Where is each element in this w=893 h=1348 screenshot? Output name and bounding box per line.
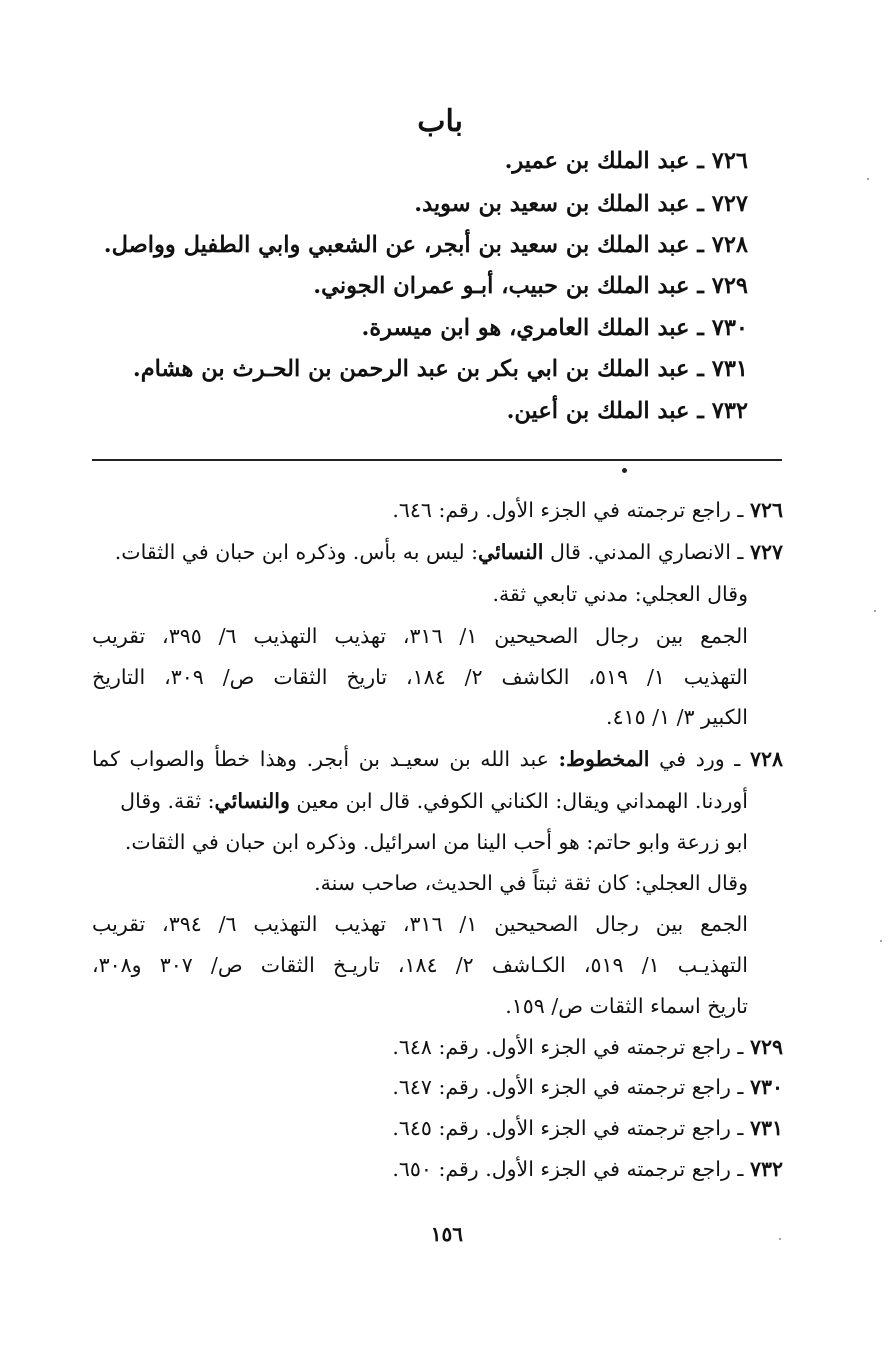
footnote-text: ـ راجع ترجمته في الجزء الأول. رقم: ٦٥٠.	[392, 1157, 744, 1181]
cited-name: والنسائي	[214, 789, 290, 813]
page-number: ١٥٦	[430, 1222, 463, 1246]
footnote-number: ٧٢٨	[749, 747, 783, 771]
footnote-727	[115, 535, 783, 569]
cited-source: المخطوط:	[558, 747, 650, 771]
footnote-726	[392, 493, 783, 527]
footnote-728-line-4: وقال العجلي: كان ثقة ثبتاً في الحديث، صاحب سنة.	[314, 871, 748, 895]
chapter-heading: باب	[417, 104, 463, 139]
cited-name: النسائي	[478, 540, 544, 564]
footnote-728	[92, 742, 783, 776]
speck	[880, 940, 882, 942]
footnote-727-line-5: الكبير ٣/ ١/ ٤١٥.	[606, 705, 748, 729]
footnote-728-line-3: ابو زرعة وابو حاتم: هو أحب الينا من اسرائيل. وذكره ابن حبان في الثقات.	[124, 830, 748, 854]
speck	[867, 178, 869, 180]
footnote-text: ـ ورد في	[649, 747, 741, 771]
footnote-727-line-2: وقال العجلي: مدني تابعي ثقة.	[492, 582, 748, 606]
footnote-728-line-6: التهذيـب ١/ ٥١٩، الكـاشف ٢/ ١٨٤، تاريـخ الثقات ص/ ٣٠٧ و٣٠٨،	[92, 953, 748, 977]
entry-726: ٧٢٦ ـ عبد الملك بن عمير.	[504, 148, 748, 174]
footnote-727-line-3: الجمع بين رجال الصحيحين ١/ ٣١٦، تهذيب التهذيب ٦/ ٣٩٥، تقريب	[92, 624, 748, 648]
footnote-727-line-4: التهذيب ١/ ٥١٩، الكاشف ٢/ ١٨٤، تاريخ الثقات ص/ ٣٠٩، التاريخ	[92, 665, 748, 689]
footnote-731	[392, 1111, 783, 1145]
entry-731: ٧٣١ ـ عبد الملك بن ابي بكر بن عبد الرحمن بن الحـرث بن هشام.	[132, 356, 748, 382]
entry-730: ٧٣٠ ـ عبد الملك العامري، هو ابن ميسرة.	[361, 315, 748, 341]
footnote-text: ـ راجع ترجمته في الجزء الأول. رقم: ٦٤٥.	[392, 1116, 744, 1140]
footnote-text: : ليس به بأس. وذكره ابن حبان في الثقات.	[114, 540, 479, 564]
footnote-text: عبد الله بن سعيـد بن أبجر. وهذا خطأ والصواب كما	[92, 747, 559, 771]
footnote-728-line-7: تاريخ اسماء الثقات ص/ ١٥٩.	[505, 994, 748, 1018]
footnote-separator	[92, 459, 782, 461]
footnote-number: ٧٣٢	[749, 1157, 783, 1181]
entry-732: ٧٣٢ ـ عبد الملك بن أعين.	[506, 398, 748, 424]
entry-728: ٧٢٨ ـ عبد الملك بن سعيد بن أبجر، عن الشعبي وابي الطفيل وواصل.	[103, 232, 748, 258]
footnote-732	[392, 1152, 783, 1186]
footnote-number: ٧٢٩	[749, 1035, 783, 1059]
footnote-728-line-5: الجمع بين رجال الصحيحين ١/ ٣١٦، تهذيب التهذيب ٦/ ٣٩٤، تقريب	[92, 912, 748, 936]
footnote-text: ـ راجع ترجمته في الجزء الأول. رقم: ٦٤٧.	[392, 1075, 744, 1099]
entry-729: ٧٢٩ ـ عبد الملك بن حبيب، أبـو عمران الجوني.	[313, 273, 748, 299]
footnote-730	[392, 1070, 783, 1104]
entry-727: ٧٢٧ ـ عبد الملك بن سعيد بن سويد.	[414, 191, 748, 217]
footnote-text: ـ الانصاري المدني. قال	[543, 540, 744, 564]
footnote-number: ٧٣٠	[749, 1075, 783, 1099]
footnote-text: : ثقة. وقال	[120, 789, 215, 813]
speck	[874, 610, 876, 612]
footnote-729	[392, 1030, 783, 1064]
footnote-number: ٧٢٦	[749, 498, 783, 522]
speck	[779, 1238, 781, 1240]
footnote-text: ـ راجع ترجمته في الجزء الأول. رقم: ٦٤٦.	[392, 498, 744, 522]
footnote-728-line-2	[120, 784, 748, 818]
separator-dot	[622, 468, 627, 473]
footnote-number: ٧٣١	[749, 1116, 783, 1140]
footnote-number: ٧٢٧	[749, 540, 783, 564]
footnote-text: ـ راجع ترجمته في الجزء الأول. رقم: ٦٤٨.	[392, 1035, 744, 1059]
footnote-text: أوردنا. الهمداني ويقال: الكناني الكوفي. قال ابن معين	[289, 789, 748, 813]
